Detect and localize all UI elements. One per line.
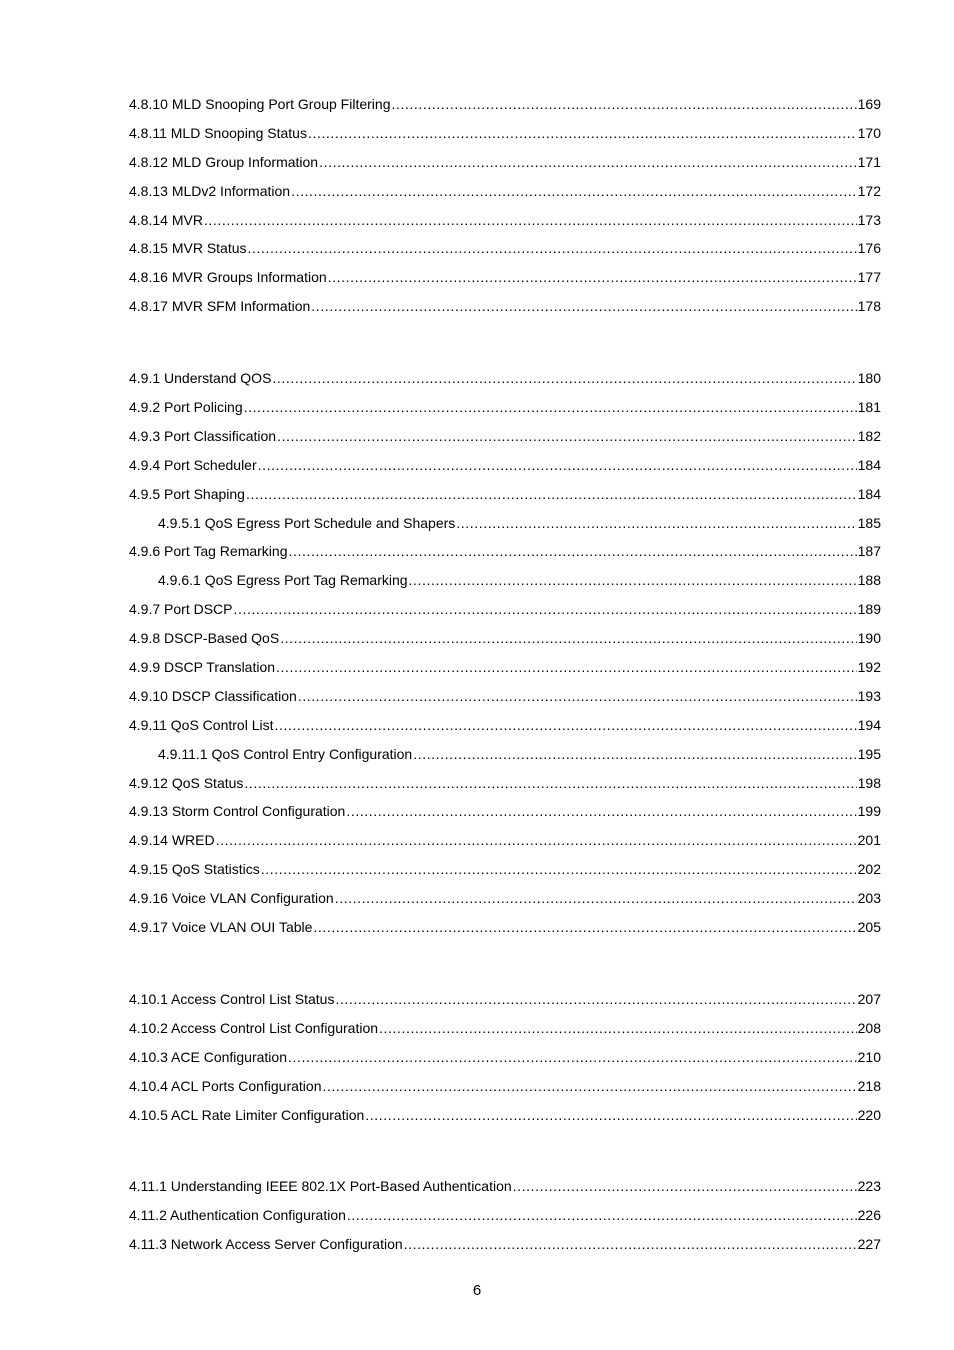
- toc-dot-leader: [274, 715, 856, 735]
- toc-dot-leader: [277, 426, 857, 446]
- toc-entry-page: 172: [857, 182, 881, 199]
- toc-entry-page: 227: [857, 1236, 881, 1253]
- toc-entry-title: 4.9.14 WRED: [129, 832, 215, 849]
- toc-dot-leader: [328, 267, 857, 287]
- toc-entry-page: 210: [857, 1048, 881, 1065]
- toc-dot-leader: [335, 888, 857, 908]
- toc-dot-leader: [379, 1018, 857, 1038]
- toc-entry[interactable]: [129, 123, 881, 152]
- toc-dot-leader: [391, 94, 856, 114]
- toc-dot-leader: [244, 773, 856, 793]
- toc-entry[interactable]: [129, 267, 881, 296]
- toc-entry[interactable]: [129, 1234, 881, 1263]
- toc-entry[interactable]: [129, 686, 881, 715]
- toc-dot-leader: [280, 628, 856, 648]
- toc-entry[interactable]: [129, 484, 881, 513]
- toc-entry-page: 184: [857, 485, 881, 502]
- toc-entry-title: 4.9.10 DSCP Classification: [129, 687, 297, 704]
- toc-entry-page: 220: [857, 1106, 881, 1123]
- toc-entry-title: 4.11.2 Authentication Configuration: [129, 1207, 346, 1224]
- toc-dot-leader: [456, 513, 856, 533]
- toc-entry-title: 4.9.11.1 QoS Control Entry Configuration: [158, 745, 413, 762]
- toc-entry-page: 190: [857, 630, 881, 647]
- toc-entry-title: 4.9.6 Port Tag Remarking: [129, 543, 288, 560]
- toc-entry[interactable]: [129, 830, 881, 859]
- toc-entry-page: 173: [857, 211, 881, 228]
- toc-entry-title: 4.9.8 DSCP-Based QoS: [129, 630, 280, 647]
- toc-entry[interactable]: [129, 1205, 881, 1234]
- toc-entry-title: 4.8.15 MVR Status: [129, 240, 247, 257]
- toc-entry-page: 199: [857, 803, 881, 820]
- toc-entry-page: 195: [857, 745, 881, 762]
- toc-entry[interactable]: [129, 513, 881, 542]
- toc-entry-page: 178: [857, 298, 881, 315]
- toc-dot-leader: [313, 917, 856, 937]
- toc-entry[interactable]: [129, 426, 881, 455]
- toc-entry[interactable]: [129, 238, 881, 267]
- toc-entry-page: 198: [857, 774, 881, 791]
- toc-entry-title: 4.11.1 Understanding IEEE 802.1X Port-Based Authentication: [129, 1178, 512, 1195]
- toc-entry[interactable]: [129, 1076, 881, 1105]
- toc-entry-page: 184: [857, 456, 881, 473]
- toc-entry-page: 176: [857, 240, 881, 257]
- toc-dot-leader: [335, 989, 856, 1009]
- toc-entry-title: 4.9.16 Voice VLAN Configuration: [129, 890, 334, 907]
- toc-dot-leader: [234, 599, 857, 619]
- toc-entry[interactable]: [129, 181, 881, 210]
- toc-entry-page: 187: [857, 543, 881, 560]
- toc-entry[interactable]: [129, 989, 881, 1018]
- toc-entry-page: 170: [857, 124, 881, 141]
- toc-entry-page: 202: [857, 861, 881, 878]
- toc-entry[interactable]: [129, 628, 881, 657]
- toc-dot-leader: [413, 744, 856, 764]
- toc-entry-page: 192: [857, 659, 881, 676]
- toc-entry[interactable]: [129, 541, 881, 570]
- toc-entry[interactable]: [129, 744, 881, 773]
- toc-entry[interactable]: [129, 1176, 881, 1205]
- toc-dot-leader: [319, 152, 857, 172]
- toc-entry-page: 180: [857, 370, 881, 387]
- toc-entry-page: 208: [857, 1019, 881, 1036]
- toc-entry-title: 4.8.16 MVR Groups Information: [129, 269, 327, 286]
- toc-entry-page: 226: [857, 1207, 881, 1224]
- toc-entry-title: 4.9.12 QoS Status: [129, 774, 244, 791]
- toc-group: [129, 1176, 881, 1263]
- toc-entry[interactable]: [129, 888, 881, 917]
- toc-entry[interactable]: [129, 368, 881, 397]
- toc-entry[interactable]: [129, 570, 881, 599]
- toc-entry-title: 4.8.17 MVR SFM Information: [129, 298, 311, 315]
- toc-dot-leader: [246, 484, 857, 504]
- toc-dot-leader: [347, 1205, 857, 1225]
- toc-entry[interactable]: [129, 657, 881, 686]
- toc-entry-page: 194: [857, 716, 881, 733]
- toc-entry[interactable]: [129, 296, 881, 325]
- toc-dot-leader: [244, 397, 857, 417]
- toc-entry[interactable]: [129, 94, 881, 123]
- toc-entry-title: 4.8.11 MLD Snooping Status: [129, 124, 307, 141]
- toc-dot-leader: [288, 1047, 857, 1067]
- toc-entry-title: 4.9.7 Port DSCP: [129, 601, 233, 618]
- toc-entry-title: 4.10.1 Access Control List Status: [129, 990, 335, 1007]
- toc-entry-title: 4.9.15 QoS Statistics: [129, 861, 260, 878]
- toc-entry-title: 4.10.4 ACL Ports Configuration: [129, 1077, 322, 1094]
- toc-entry-title: 4.10.5 ACL Rate Limiter Configuration: [129, 1106, 365, 1123]
- toc-dot-leader: [308, 123, 857, 143]
- toc-dot-leader: [216, 830, 857, 850]
- toc-dot-leader: [323, 1076, 857, 1096]
- toc-entry-title: 4.10.2 Access Control List Configuration: [129, 1019, 379, 1036]
- toc-entry[interactable]: [129, 1105, 881, 1134]
- toc-entry-page: 207: [857, 990, 881, 1007]
- toc-entry-page: 185: [857, 514, 881, 531]
- toc-entry-title: 4.8.10 MLD Snooping Port Group Filtering: [129, 96, 391, 112]
- toc-entry[interactable]: [129, 455, 881, 484]
- toc-dot-leader: [298, 686, 857, 706]
- toc-entry-title: 4.9.13 Storm Control Configuration: [129, 803, 346, 820]
- toc-dot-leader: [311, 296, 856, 316]
- toc-entry-title: 4.9.3 Port Classification: [129, 427, 277, 444]
- toc-entry[interactable]: [129, 859, 881, 888]
- toc-entry[interactable]: [129, 715, 881, 744]
- toc-dot-leader: [404, 1234, 857, 1254]
- toc-dot-leader: [365, 1105, 856, 1125]
- toc-dot-leader: [289, 541, 857, 561]
- toc-dot-leader: [409, 570, 857, 590]
- toc-entry-title: 4.9.6.1 QoS Egress Port Tag Remarking: [158, 572, 408, 589]
- toc-entry-page: 182: [857, 427, 881, 444]
- toc-entry[interactable]: [129, 1018, 881, 1047]
- toc-dot-leader: [272, 368, 856, 388]
- toc-entry-page: 181: [857, 399, 881, 416]
- toc-entry-page: 201: [857, 832, 881, 849]
- toc-entry-title: 4.9.11 QoS Control List: [129, 716, 274, 733]
- toc-entry-title: 4.9.5 Port Shaping: [129, 485, 245, 502]
- toc-entry-page: 203: [857, 890, 881, 907]
- toc-entry-page: 171: [857, 153, 881, 170]
- toc-entry-page: 205: [857, 919, 881, 936]
- toc-entry-page: 177: [857, 269, 881, 286]
- toc-dot-leader: [291, 181, 857, 201]
- toc-entry[interactable]: [129, 801, 881, 830]
- toc-entry-page: 223: [857, 1178, 881, 1195]
- toc-group: [129, 94, 881, 325]
- toc-entry[interactable]: [129, 773, 881, 802]
- table-of-contents: [129, 94, 881, 1263]
- toc-entry-title: 4.9.17 Voice VLAN OUI Table: [129, 919, 313, 936]
- toc-entry-page: 188: [857, 572, 881, 589]
- toc-group: [129, 368, 881, 946]
- toc-entry[interactable]: [129, 152, 881, 181]
- toc-entry-page: 193: [857, 687, 881, 704]
- toc-dot-leader: [513, 1176, 857, 1196]
- toc-entry-title: 4.9.1 Understand QOS: [129, 370, 272, 387]
- toc-group: [129, 989, 881, 1133]
- toc-dot-leader: [261, 859, 857, 879]
- toc-entry-page: 189: [857, 601, 881, 618]
- toc-entry-title: 4.9.9 DSCP Translation: [129, 659, 276, 676]
- toc-entry-title: 4.9.5.1 QoS Egress Port Schedule and Shapers: [158, 514, 456, 531]
- toc-entry-title: 4.8.14 MVR: [129, 211, 203, 228]
- toc-entry-title: 4.9.4 Port Scheduler: [129, 456, 257, 473]
- toc-entry-page: 169: [857, 96, 881, 112]
- toc-dot-leader: [276, 657, 857, 677]
- toc-entry[interactable]: [129, 917, 881, 946]
- toc-entry-title: 4.10.3 ACE Configuration: [129, 1048, 287, 1065]
- toc-dot-leader: [346, 801, 856, 821]
- toc-entry[interactable]: [129, 1047, 881, 1076]
- toc-entry-page: 218: [857, 1077, 881, 1094]
- toc-entry-title: 4.8.12 MLD Group Information: [129, 153, 319, 170]
- toc-entry[interactable]: [129, 599, 881, 628]
- toc-entry[interactable]: [129, 397, 881, 426]
- toc-dot-leader: [248, 238, 857, 258]
- toc-entry-title: 4.9.2 Port Policing: [129, 399, 243, 416]
- toc-entry-title: 4.8.13 MLDv2 Information: [129, 182, 291, 199]
- page-number: 6: [472, 1282, 482, 1299]
- toc-entry-title: 4.11.3 Network Access Server Configuration: [129, 1236, 403, 1253]
- toc-dot-leader: [204, 210, 857, 230]
- toc-dot-leader: [258, 455, 857, 475]
- toc-entry[interactable]: [129, 210, 881, 239]
